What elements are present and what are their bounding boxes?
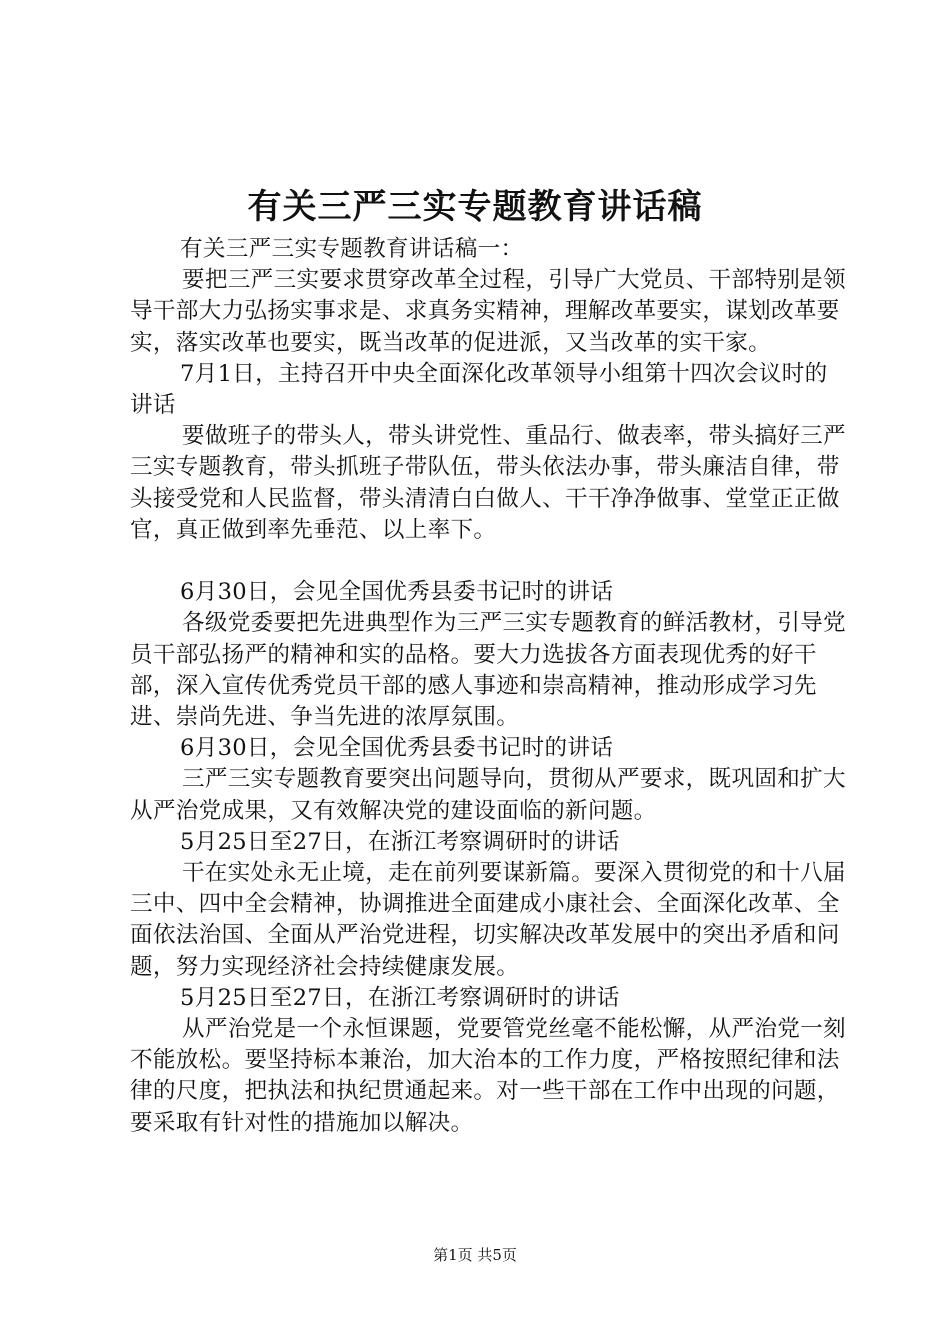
body-paragraph: 要做班子的带头人，带头讲党性、重品行、做表率，带头搞好三严三实专题教育，带头抓班子带队伍，带头依法办事，带头廉洁自律，带头接受党和人民监督，带头清清白白做人、干干净净做事、堂堂正正做官，真正做到率先垂范、以上率下。 [130,423,846,543]
body-paragraph: 从严治党是一个永恒课题，党要管党丝毫不能松懈，从严治党一刻不能放松。要坚持标本兼治，加大治本的工作力度，严格按照纪律和法律的尺度，把执法和执纪贯通起来。对一些干部在工作中出现的问题，要采取有针对性的措施加以解决。 [130,1016,846,1136]
body-paragraph: 各级党委要把先进典型作为三严三实专题教育的鲜活教材，引导党员干部弘扬严的精神和实的品格。要大力选拔各方面表现优秀的好干部，深入宣传优秀党员干部的感人事迹和崇高精神，推动形成学习先进、崇尚先进、争当先进的浓厚氛围。 [130,610,846,731]
body-paragraph: 干在实处永无止境，走在前列要谋新篇。要深入贯彻党的和十八届三中、四中全会精神，协调推进全面建成小康社会、全面深化改革、全面依法治国、全面从严治党进程，切实解决改革发展中的突出矛盾和问题，努力实现经济社会持续健康发展。 [130,860,846,980]
document-title: 有关三严三实专题教育讲话稿 [247,187,703,227]
page-number-footer: 第1页 共5页 [433,1246,517,1264]
subtitle-paragraph: 有关三严三实专题教育讲话稿一： [180,236,524,262]
body-paragraph: 三严三实专题教育要突出问题导向，贯彻从严要求，既巩固和扩大从严治党成果，又有效解决党的建设面临的新问题。 [130,766,846,824]
date-source-line: 5月25日至27日，在浙江考察调研时的讲话 [180,984,620,1011]
blank-line [130,546,850,577]
body-paragraph: 要把三严三实要求贯穿改革全过程，引导广大党员、干部特别是领导干部大力弘扬实事求是、求真务实精神，理解改革要实，谋划改革要实，落实改革也要实，既当改革的促进派，又当改革的实干家。 [130,267,846,356]
date-source-line: 6月30日，会见全国优秀县委书记时的讲话 [180,735,614,762]
date-source-line: 5月25日至27日，在浙江考察调研时的讲话 [180,828,620,855]
date-source-line: 7月1日，主持召开中央全面深化改革领导小组第十四次会议时的讲话 [130,360,828,419]
date-source-line: 6月30日，会见全国优秀县委书记时的讲话 [180,579,614,606]
document-body [130,234,850,1139]
